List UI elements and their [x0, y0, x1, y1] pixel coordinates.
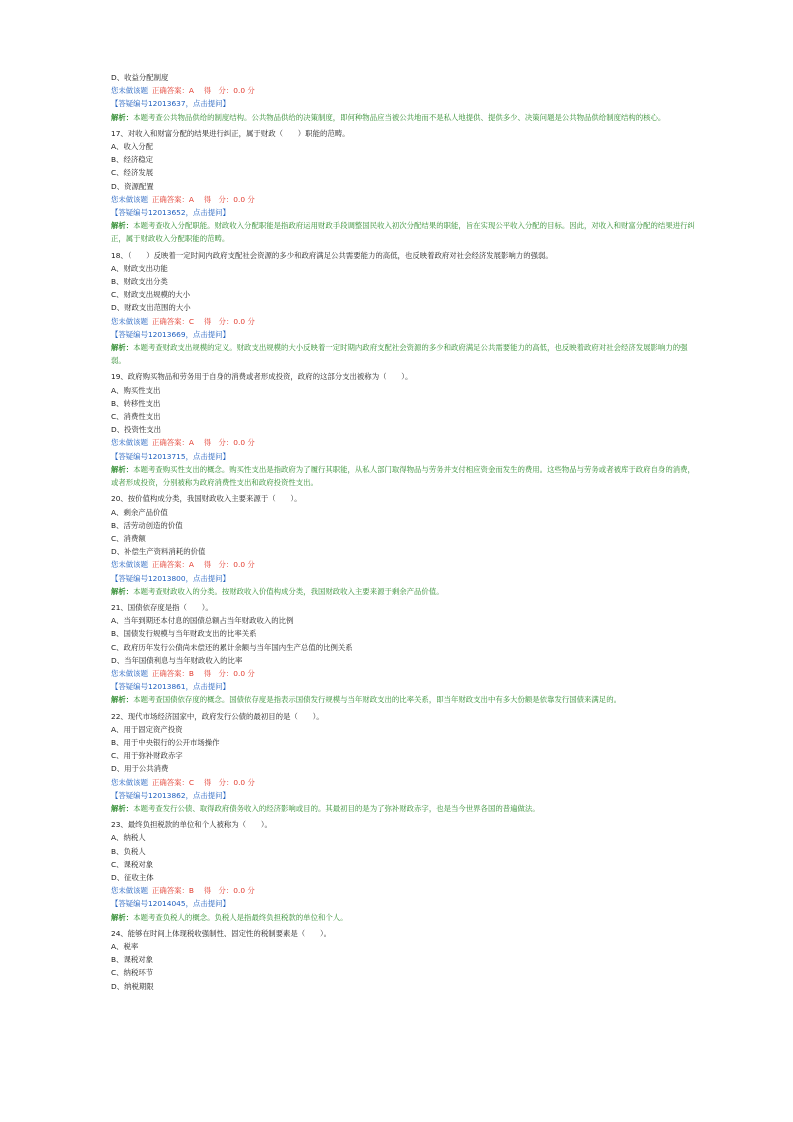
option-d: D、投资性支出 — [111, 425, 162, 435]
question-20 — [111, 492, 701, 598]
correct-answer: 正确答案：C 得 分：0.0 分 — [151, 316, 255, 326]
analysis-text: 本题考查财政支出规模的定义。财政支出规模的大小反映着一定时期内政府支配社会资源的多少和政府满足公共需要能力的高低，也反映着政府对社会经济发展影响力的强弱。 — [111, 343, 688, 366]
analysis — [111, 802, 697, 815]
correct-answer: 正确答案：A 得 分：0.0 分 — [151, 194, 255, 204]
ask-question-link[interactable]: 【答疑编号12013652，点击提问】 — [111, 208, 230, 218]
status-text: 您未做该题 — [111, 86, 148, 96]
option-a: A、购买性支出 — [111, 385, 161, 395]
analysis-text: 本题考查发行公债、取得政府债务收入的经济影响或目的。其最初目的是为了弥补财政赤字，也是当今世界各国的普遍做法。 — [133, 803, 540, 813]
question-24 — [111, 927, 701, 993]
previous-question-tail — [111, 71, 701, 124]
correct-answer: 正确答案：A 得 分：0.0 分 — [151, 438, 255, 448]
question-21 — [111, 601, 701, 707]
ask-question-link[interactable]: 【答疑编号12013800，点击提问】 — [111, 573, 230, 583]
option-d: D、补偿生产资料消耗的价值 — [111, 547, 206, 557]
option-c: C、用于弥补财政赤字 — [111, 751, 183, 761]
analysis — [111, 585, 697, 598]
option-d: D、用于公共消费 — [111, 764, 169, 774]
question-22 — [111, 710, 701, 816]
option-a: A、纳税人 — [111, 833, 146, 843]
option-c: C、政府历年发行公债尚未偿还的累计余额与当年国内生产总值的比例关系 — [111, 642, 353, 652]
analysis-label: 解析： — [111, 586, 134, 596]
analysis-label: 解析： — [111, 912, 134, 922]
question-stem: 23、最终负担税款的单位和个人被称为（ ）。 — [111, 820, 272, 830]
correct-answer: 正确答案：B 得 分：0.0 分 — [151, 668, 255, 678]
correct-answer: 正确答案：B 得 分：0.0 分 — [151, 886, 255, 896]
option-a: A、税率 — [111, 942, 139, 951]
option-b: B、用于中央银行的公开市场操作 — [111, 737, 220, 747]
analysis — [111, 463, 697, 489]
status-text: 您未做该题 — [111, 316, 148, 326]
option-d: D、当年国债利息与当年财政收入的比率 — [111, 655, 243, 665]
correct-answer: 正确答案：A 得 分：0.0 分 — [151, 560, 255, 570]
ask-question-link[interactable]: 【答疑编号12014045，点击提问】 — [111, 899, 230, 909]
question-stem: 20、按价值构成分类，我国财政收入主要来源于（ ）。 — [111, 494, 302, 504]
option-d: D、纳税期限 — [111, 981, 154, 991]
option-b: B、负税人 — [111, 846, 146, 856]
correct-answer: 正确答案：C 得 分：0.0 分 — [151, 777, 255, 787]
option-c: C、财政支出规模的大小 — [111, 290, 191, 300]
option-b: B、国债发行规模与当年财政支出的比率关系 — [111, 629, 257, 639]
analysis — [111, 341, 697, 367]
option-a: A、财政支出功能 — [111, 263, 168, 273]
analysis-label: 解析： — [111, 695, 134, 705]
status-text: 您未做该题 — [111, 777, 148, 787]
status-text: 您未做该题 — [111, 194, 148, 204]
status-text: 您未做该题 — [111, 886, 148, 896]
score-line — [111, 84, 701, 97]
ask-question-link[interactable]: 【答疑编号12013669，点击提问】 — [111, 329, 230, 339]
question-stem: 21、国债依存度是指（ ）。 — [111, 602, 213, 612]
exam-review-page — [111, 71, 701, 993]
analysis-text: 本题考查购买性支出的概念。购买性支出是指政府为了履行其职能，从私人部门取得物品与劳务并支付相应资金而发生的费用。这些物品与劳务或者被库于政府自身的消费，或者形成投资，分别被称为政府消费性支出和政府投资性支出。 — [111, 464, 695, 488]
question-stem: 19、政府购买物品和劳务用于自身的消费或者形成投资，政府的这部分支出被称为（ ）。 — [111, 372, 413, 382]
question-stem: 17、对收入和财富分配的结果进行纠正，属于财政（ ）职能的范畴。 — [111, 128, 350, 138]
question-18 — [111, 249, 701, 368]
analysis-label: 解析： — [111, 803, 134, 813]
analysis — [111, 911, 697, 924]
option-d: D、收益分配制度 — [111, 73, 169, 82]
option-c: C、经济发展 — [111, 168, 154, 178]
analysis-label: 解析： — [111, 221, 134, 231]
analysis — [111, 111, 697, 124]
question-17 — [111, 127, 701, 246]
analysis-text: 本题考查收入分配职能。财政收入分配职能是指政府运用财政手段调整国民收入初次分配结果的职能，旨在实现公平收入分配的目标。因此，对收入和财富分配的结果进行纠正，属于财政收入分配职能的范畴。 — [111, 221, 695, 244]
question-23 — [111, 818, 701, 924]
option-b: B、经济稳定 — [111, 155, 154, 165]
analysis — [111, 219, 697, 245]
option-d: D、资源配置 — [111, 181, 154, 191]
analysis-label: 解析： — [111, 343, 134, 353]
question-stem: 24、能够在时间上体现税收强制性、固定性的税制要素是（ ）。 — [111, 928, 332, 938]
option-b: B、课税对象 — [111, 955, 154, 965]
status-text: 您未做该题 — [111, 560, 148, 570]
question-stem: 22、现代市场经济国家中，政府发行公债的最初目的是（ ）。 — [111, 711, 324, 721]
ask-question-link[interactable]: 【答疑编号12013861，点击提问】 — [111, 682, 230, 692]
score-line — [111, 776, 701, 789]
score-line — [111, 667, 701, 680]
option-b: B、财政支出分类 — [111, 277, 168, 287]
ask-question-link[interactable]: 【答疑编号12013715，点击提问】 — [111, 451, 230, 461]
score-line — [111, 193, 701, 206]
analysis — [111, 693, 697, 706]
analysis-text: 本题考查国债依存度的概念。国债依存度是指表示国债发行规模与当年财政支出的比率关系，即当年财政支出中有多大份额是依靠发行国债来满足的。 — [133, 695, 621, 705]
option-a: A、收入分配 — [111, 142, 154, 152]
correct-answer: 正确答案：A 得 分：0.0 分 — [151, 86, 255, 96]
analysis-label: 解析： — [111, 464, 134, 474]
score-line — [111, 558, 701, 571]
analysis-text: 本题考查负税人的概念。负税人是指最终负担税款的单位和个人。 — [133, 912, 348, 922]
option-c: C、课税对象 — [111, 859, 154, 869]
question-stem: 18、（ ）反映着一定时间内政府支配社会资源的多少和政府满足公共需要能力的高低，也反映着政府对社会经济发展影响力的强弱。 — [111, 250, 553, 260]
option-c: C、消费额 — [111, 533, 146, 543]
option-a: A、用于固定资产投资 — [111, 724, 183, 734]
option-d: D、征收主体 — [111, 872, 154, 882]
option-c: C、纳税环节 — [111, 968, 154, 978]
option-a: A、当年到期还本付息的国债总额占当年财政收入的比例 — [111, 616, 294, 626]
status-text: 您未做该题 — [111, 438, 148, 448]
option-b: B、转移性支出 — [111, 398, 161, 408]
score-line — [111, 884, 701, 897]
ask-question-link[interactable]: 【答疑编号12013862，点击提问】 — [111, 790, 230, 800]
analysis-text: 本题考查财政收入的分类。按财政收入价值构成分类，我国财政收入主要来源于剩余产品价值。 — [133, 586, 444, 596]
score-line — [111, 315, 701, 328]
question-19 — [111, 370, 701, 489]
score-line — [111, 436, 701, 449]
option-c: C、消费性支出 — [111, 412, 161, 422]
option-d: D、财政支出范围的大小 — [111, 303, 191, 313]
analysis-label: 解析： — [111, 112, 134, 122]
option-a: A、剩余产品价值 — [111, 507, 168, 517]
analysis-text: 本题考查公共物品供给的制度结构。公共物品供给的决策制度，即何种物品应当被公共地而不是私人地提供、提供多少、决策问题是公共物品供给制度结构的核心。 — [133, 112, 666, 122]
ask-question-link[interactable]: 【答疑编号12013637，点击提问】 — [111, 99, 230, 109]
option-b: B、活劳动创造的价值 — [111, 520, 183, 530]
status-text: 您未做该题 — [111, 668, 148, 678]
